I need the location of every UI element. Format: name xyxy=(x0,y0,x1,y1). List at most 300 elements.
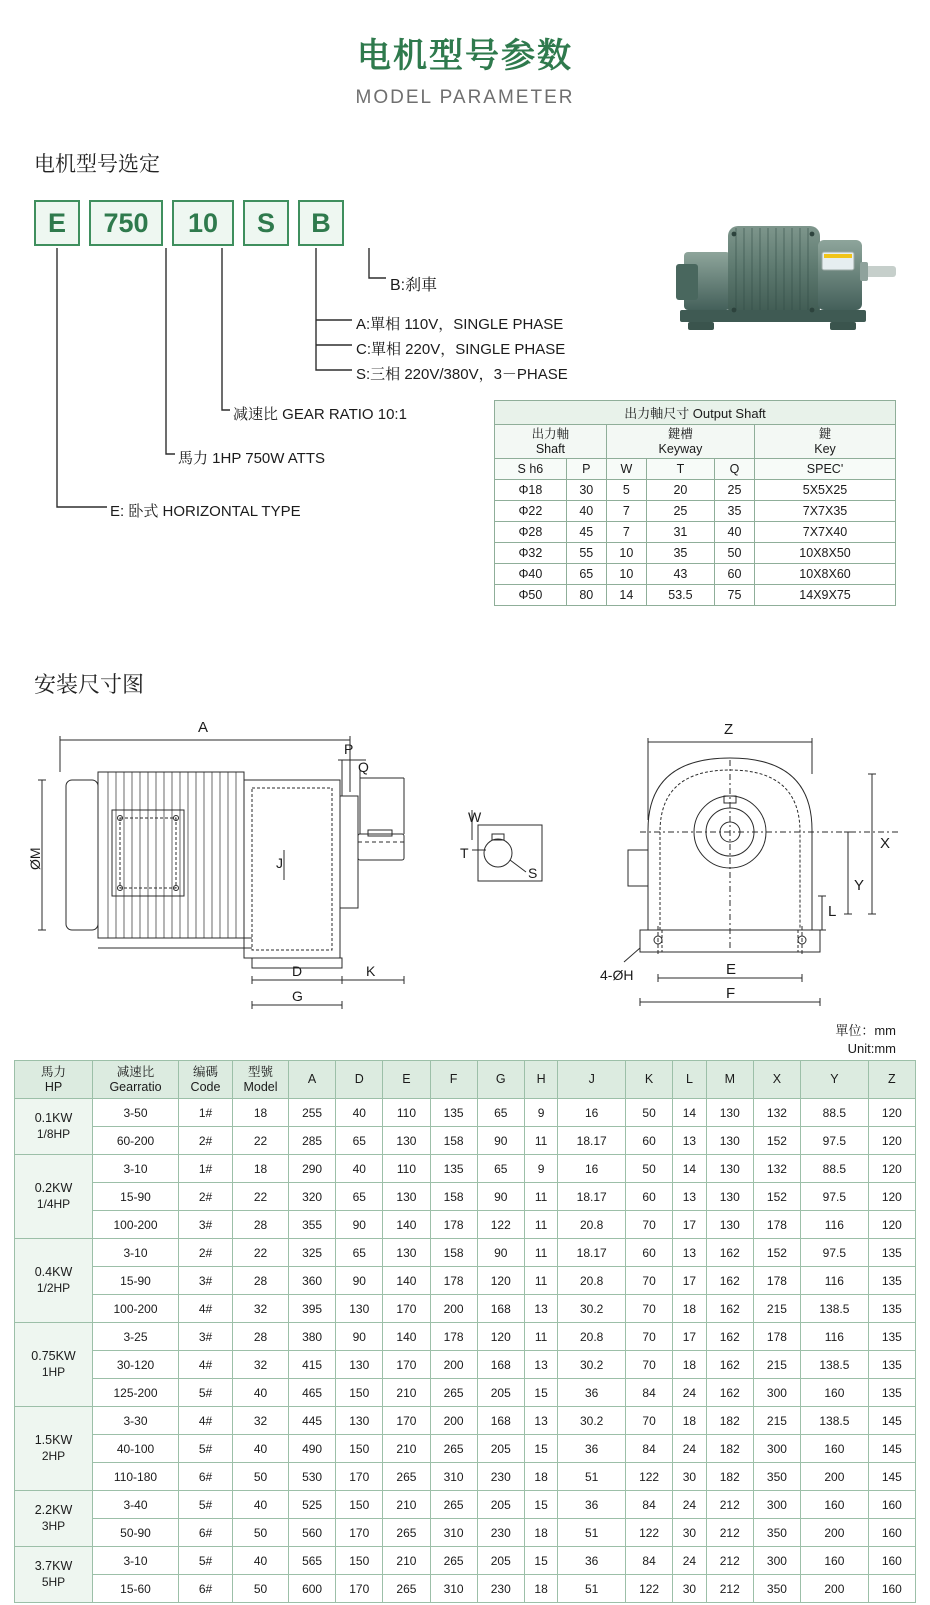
spec-cell: 30 xyxy=(673,1463,707,1491)
page-subtitle: MODEL PARAMETER xyxy=(355,87,575,109)
spec-cell: 18 xyxy=(524,1463,558,1491)
spec-cell: 5# xyxy=(179,1379,233,1407)
output-shaft-cell: Φ28 xyxy=(495,522,567,543)
spec-cell: 24 xyxy=(673,1547,707,1575)
table-row xyxy=(15,1547,916,1575)
spec-cell: 355 xyxy=(289,1211,336,1239)
spec-cell: 162 xyxy=(706,1239,753,1267)
dimension-drawing-front-view xyxy=(600,700,920,1030)
spec-cell: 130 xyxy=(383,1239,430,1267)
table-row xyxy=(15,1211,916,1239)
spec-cell: 182 xyxy=(706,1435,753,1463)
output-shaft-cell: 14 xyxy=(606,585,646,606)
spec-cell: 70 xyxy=(626,1351,673,1379)
spec-cell: 560 xyxy=(289,1519,336,1547)
table-row xyxy=(15,1463,916,1491)
spec-cell: 350 xyxy=(753,1519,800,1547)
col-sh6: S h6 xyxy=(495,459,567,480)
spec-cell: 230 xyxy=(477,1463,524,1491)
spec-cell: 17 xyxy=(673,1211,707,1239)
spec-col-header xyxy=(93,1061,179,1099)
spec-cell: 200 xyxy=(801,1463,869,1491)
code-box-power: 750 xyxy=(89,200,163,246)
spec-cell: 565 xyxy=(289,1547,336,1575)
dimension-drawing-side-view xyxy=(20,700,580,1030)
spec-cell: 130 xyxy=(706,1211,753,1239)
label-P: P xyxy=(344,741,354,757)
spec-table-header-row xyxy=(15,1061,916,1099)
spec-col-header-cn: 馬力 xyxy=(40,1064,66,1079)
spec-cell: 90 xyxy=(477,1239,524,1267)
spec-cell: 50 xyxy=(233,1463,289,1491)
spec-cell: 13 xyxy=(524,1351,558,1379)
spec-cell: 152 xyxy=(753,1183,800,1211)
spec-cell: 70 xyxy=(626,1295,673,1323)
group-shaft-cn: 出力軸 xyxy=(531,427,570,442)
label-4OH: 4-ØH xyxy=(600,967,634,983)
spec-cell: 4# xyxy=(179,1407,233,1435)
spec-cell: 40 xyxy=(233,1435,289,1463)
spec-cell: 30 xyxy=(673,1519,707,1547)
spec-cell: 3-30 xyxy=(93,1407,179,1435)
spec-cell: 3-25 xyxy=(93,1323,179,1351)
spec-cell: 168 xyxy=(477,1351,524,1379)
label-K: K xyxy=(366,963,376,979)
spec-cell: 150 xyxy=(336,1379,383,1407)
label-G: G xyxy=(292,988,303,1004)
spec-cell: 18 xyxy=(673,1351,707,1379)
spec-cell: 178 xyxy=(753,1211,800,1239)
spec-cell: 32 xyxy=(233,1407,289,1435)
spec-cell: 13 xyxy=(524,1407,558,1435)
spec-power-group xyxy=(15,1155,93,1239)
spec-cell: 178 xyxy=(430,1211,477,1239)
page-title: 电机型号参数 xyxy=(357,37,573,75)
spec-cell: 200 xyxy=(801,1519,869,1547)
label-Y: Y xyxy=(854,877,865,894)
annotation-gear-ratio: 减速比 GEAR RATIO 10:1 xyxy=(233,406,407,423)
spec-cell: 320 xyxy=(289,1183,336,1211)
spec-cell: 50 xyxy=(233,1575,289,1603)
spec-cell: 15-90 xyxy=(93,1267,179,1295)
code-box-brake: B xyxy=(298,200,344,246)
spec-cell: 162 xyxy=(706,1267,753,1295)
spec-cell: 60 xyxy=(626,1127,673,1155)
spec-col-header: Y xyxy=(801,1061,869,1099)
annotation-brake: B:刹車 xyxy=(390,277,438,294)
spec-cell: 212 xyxy=(706,1575,753,1603)
motor-photo xyxy=(662,208,906,368)
output-shaft-cell: 10 xyxy=(606,564,646,585)
spec-cell: 18 xyxy=(673,1407,707,1435)
output-shaft-cell: 5 xyxy=(606,480,646,501)
spec-cell: 18.17 xyxy=(558,1183,626,1211)
spec-col-header: A xyxy=(289,1061,336,1099)
spec-cell: 40-100 xyxy=(93,1435,179,1463)
spec-cell: 116 xyxy=(801,1267,869,1295)
spec-cell: 210 xyxy=(383,1435,430,1463)
spec-power-kw: 3.7KW xyxy=(34,1559,73,1574)
output-shaft-cell: Φ32 xyxy=(495,543,567,564)
spec-cell: 178 xyxy=(430,1267,477,1295)
spec-cell: 22 xyxy=(233,1183,289,1211)
spec-cell: 158 xyxy=(430,1127,477,1155)
spec-cell: 13 xyxy=(673,1183,707,1211)
spec-power-kw: 0.2KW xyxy=(34,1181,73,1196)
unit-note-en: Unit:mm xyxy=(847,1040,896,1056)
spec-cell: 13 xyxy=(673,1127,707,1155)
spec-cell: 160 xyxy=(801,1435,869,1463)
spec-cell: 160 xyxy=(868,1547,915,1575)
output-shaft-row xyxy=(495,543,896,564)
spec-cell: 11 xyxy=(524,1323,558,1351)
spec-cell: 9 xyxy=(524,1155,558,1183)
spec-power-hp: 2HP xyxy=(41,1448,66,1463)
spec-cell: 132 xyxy=(753,1099,800,1127)
spec-cell: 20.8 xyxy=(558,1211,626,1239)
spec-cell: 70 xyxy=(626,1211,673,1239)
spec-cell: 145 xyxy=(868,1463,915,1491)
annotation-type: E: 卧式 HORIZONTAL TYPE xyxy=(110,503,301,520)
spec-cell: 60-200 xyxy=(93,1127,179,1155)
spec-cell: 70 xyxy=(626,1267,673,1295)
output-shaft-cell: 10X8X60 xyxy=(755,564,896,585)
spec-cell: 36 xyxy=(558,1379,626,1407)
spec-cell: 178 xyxy=(430,1323,477,1351)
output-shaft-cell: 20 xyxy=(646,480,714,501)
spec-cell: 130 xyxy=(383,1127,430,1155)
spec-cell: 122 xyxy=(477,1211,524,1239)
spec-cell: 1# xyxy=(179,1099,233,1127)
spec-cell: 130 xyxy=(383,1183,430,1211)
spec-cell: 17 xyxy=(673,1323,707,1351)
spec-cell: 5# xyxy=(179,1435,233,1463)
annotation-power: 馬力 1HP 750W ATTS xyxy=(178,450,325,467)
spec-power-kw: 0.1KW xyxy=(34,1111,73,1126)
spec-cell: 350 xyxy=(753,1575,800,1603)
spec-cell: 445 xyxy=(289,1407,336,1435)
spec-cell: 310 xyxy=(430,1575,477,1603)
spec-cell: 60 xyxy=(626,1183,673,1211)
spec-power-group xyxy=(15,1099,93,1155)
output-shaft-cell: 45 xyxy=(566,522,606,543)
spec-cell: 51 xyxy=(558,1575,626,1603)
spec-cell: 130 xyxy=(336,1407,383,1435)
spec-cell: 17 xyxy=(673,1267,707,1295)
output-shaft-cell: 5X5X25 xyxy=(755,480,896,501)
spec-cell: 30.2 xyxy=(558,1407,626,1435)
spec-cell: 145 xyxy=(868,1435,915,1463)
spec-cell: 170 xyxy=(336,1463,383,1491)
group-shaft xyxy=(495,425,607,459)
spec-cell: 158 xyxy=(430,1183,477,1211)
output-shaft-cell: 10X8X50 xyxy=(755,543,896,564)
spec-cell: 16 xyxy=(558,1099,626,1127)
unit-note xyxy=(835,1022,896,1057)
spec-cell: 18 xyxy=(233,1099,289,1127)
spec-cell: 285 xyxy=(289,1127,336,1155)
spec-cell: 88.5 xyxy=(801,1099,869,1127)
spec-cell: 150 xyxy=(336,1547,383,1575)
spec-cell: 3-10 xyxy=(93,1155,179,1183)
label-E: E xyxy=(726,961,737,978)
spec-cell: 130 xyxy=(336,1295,383,1323)
spec-cell: 300 xyxy=(753,1547,800,1575)
label-A: A xyxy=(198,719,209,736)
annotation-phase-s: S:三相 220V/380V，3－PHASE xyxy=(356,366,568,383)
spec-cell: 205 xyxy=(477,1435,524,1463)
spec-cell: 265 xyxy=(383,1575,430,1603)
output-shaft-cell: 50 xyxy=(714,543,754,564)
spec-cell: 60 xyxy=(626,1239,673,1267)
spec-cell: 255 xyxy=(289,1099,336,1127)
output-shaft-cell: Φ40 xyxy=(495,564,567,585)
spec-col-header-cn: 编碼 xyxy=(192,1064,218,1079)
spec-cell: 525 xyxy=(289,1491,336,1519)
spec-cell: 97.5 xyxy=(801,1127,869,1155)
spec-cell: 3# xyxy=(179,1323,233,1351)
spec-col-header xyxy=(179,1061,233,1099)
spec-cell: 65 xyxy=(336,1239,383,1267)
output-shaft-title: 出力軸尺寸 Output Shaft xyxy=(495,401,896,425)
spec-cell: 20.8 xyxy=(558,1267,626,1295)
spec-cell: 152 xyxy=(753,1239,800,1267)
output-shaft-row xyxy=(495,564,896,585)
spec-cell: 5# xyxy=(179,1491,233,1519)
label-W: W xyxy=(468,809,482,825)
spec-cell: 182 xyxy=(706,1407,753,1435)
spec-cell: 18.17 xyxy=(558,1239,626,1267)
table-row xyxy=(15,1323,916,1351)
spec-cell: 152 xyxy=(753,1127,800,1155)
spec-cell: 65 xyxy=(336,1127,383,1155)
label-X: X xyxy=(880,835,891,852)
model-code-row xyxy=(34,200,344,246)
spec-cell: 170 xyxy=(336,1575,383,1603)
output-shaft-cell: 25 xyxy=(714,480,754,501)
output-shaft-row xyxy=(495,585,896,606)
spec-cell: 160 xyxy=(868,1519,915,1547)
spec-cell: 120 xyxy=(868,1183,915,1211)
spec-cell: 30.2 xyxy=(558,1295,626,1323)
spec-cell: 265 xyxy=(430,1547,477,1575)
output-shaft-table xyxy=(494,400,896,606)
spec-cell: 6# xyxy=(179,1463,233,1491)
spec-power-group xyxy=(15,1407,93,1491)
spec-cell: 65 xyxy=(336,1183,383,1211)
spec-col-header-cn: 减速比 xyxy=(116,1064,155,1079)
label-F: F xyxy=(726,985,736,1002)
spec-cell: 50 xyxy=(233,1519,289,1547)
spec-cell: 130 xyxy=(706,1155,753,1183)
spec-cell: 120 xyxy=(477,1267,524,1295)
output-shaft-cell: 65 xyxy=(566,564,606,585)
spec-cell: 138.5 xyxy=(801,1295,869,1323)
spec-cell: 20.8 xyxy=(558,1323,626,1351)
spec-cell: 158 xyxy=(430,1239,477,1267)
spec-cell: 130 xyxy=(706,1099,753,1127)
output-shaft-cell: 10 xyxy=(606,543,646,564)
spec-cell: 65 xyxy=(477,1099,524,1127)
spec-cell: 600 xyxy=(289,1575,336,1603)
spec-col-header: X xyxy=(753,1061,800,1099)
spec-cell: 168 xyxy=(477,1407,524,1435)
code-box-phase: S xyxy=(243,200,289,246)
spec-col-header-en: HP xyxy=(44,1079,63,1094)
spec-power-hp: 1/2HP xyxy=(36,1280,71,1295)
output-shaft-cell: 40 xyxy=(566,501,606,522)
spec-cell: 97.5 xyxy=(801,1183,869,1211)
spec-table-wrapper xyxy=(14,1060,916,1603)
spec-cell: 4# xyxy=(179,1351,233,1379)
spec-col-header: D xyxy=(336,1061,383,1099)
spec-cell: 13 xyxy=(524,1295,558,1323)
spec-cell: 162 xyxy=(706,1295,753,1323)
col-q: Q xyxy=(714,459,754,480)
output-shaft-cell: 60 xyxy=(714,564,754,585)
spec-cell: 3-10 xyxy=(93,1239,179,1267)
spec-cell: 90 xyxy=(336,1267,383,1295)
table-row xyxy=(15,1099,916,1127)
spec-cell: 310 xyxy=(430,1463,477,1491)
spec-col-header: J xyxy=(558,1061,626,1099)
spec-col-header: M xyxy=(706,1061,753,1099)
spec-cell: 210 xyxy=(383,1379,430,1407)
spec-power-hp: 3HP xyxy=(41,1518,66,1533)
table-row xyxy=(15,1351,916,1379)
output-shaft-row xyxy=(495,480,896,501)
spec-cell: 300 xyxy=(753,1379,800,1407)
spec-cell: 210 xyxy=(383,1491,430,1519)
output-shaft-cell: 7 xyxy=(606,522,646,543)
table-row xyxy=(15,1379,916,1407)
annotation-phase-c: C:單相 220V，SINGLE PHASE xyxy=(356,341,566,358)
spec-cell: 110 xyxy=(383,1155,430,1183)
spec-cell: 14 xyxy=(673,1099,707,1127)
spec-cell: 50 xyxy=(626,1099,673,1127)
spec-cell: 3-40 xyxy=(93,1491,179,1519)
col-p: P xyxy=(566,459,606,480)
output-shaft-cell: 7X7X40 xyxy=(755,522,896,543)
spec-cell: 120 xyxy=(868,1127,915,1155)
spec-cell: 135 xyxy=(868,1239,915,1267)
spec-col-header-en: Model xyxy=(243,1079,278,1094)
spec-cell: 18 xyxy=(524,1519,558,1547)
spec-cell: 120 xyxy=(868,1099,915,1127)
spec-cell: 11 xyxy=(524,1127,558,1155)
spec-cell: 14 xyxy=(673,1155,707,1183)
group-keyway xyxy=(606,425,754,459)
spec-cell: 28 xyxy=(233,1267,289,1295)
table-row xyxy=(15,1127,916,1155)
spec-cell: 125-200 xyxy=(93,1379,179,1407)
spec-cell: 140 xyxy=(383,1211,430,1239)
spec-cell: 2# xyxy=(179,1239,233,1267)
spec-cell: 178 xyxy=(753,1323,800,1351)
spec-cell: 13 xyxy=(673,1239,707,1267)
spec-cell: 15-60 xyxy=(93,1575,179,1603)
group-key-cn: 鍵 xyxy=(818,427,832,442)
table-row xyxy=(15,1435,916,1463)
spec-cell: 265 xyxy=(430,1435,477,1463)
spec-cell: 32 xyxy=(233,1351,289,1379)
spec-cell: 135 xyxy=(868,1379,915,1407)
spec-cell: 212 xyxy=(706,1491,753,1519)
spec-cell: 162 xyxy=(706,1351,753,1379)
spec-cell: 50 xyxy=(626,1155,673,1183)
output-shaft-cell: 35 xyxy=(714,501,754,522)
spec-cell: 200 xyxy=(801,1575,869,1603)
spec-cell: 465 xyxy=(289,1379,336,1407)
spec-cell: 120 xyxy=(868,1155,915,1183)
spec-power-hp: 5HP xyxy=(41,1574,66,1589)
output-shaft-cell: 7 xyxy=(606,501,646,522)
output-shaft-cell: 75 xyxy=(714,585,754,606)
spec-cell: 40 xyxy=(233,1379,289,1407)
spec-cell: 100-200 xyxy=(93,1211,179,1239)
spec-cell: 6# xyxy=(179,1519,233,1547)
spec-cell: 84 xyxy=(626,1547,673,1575)
spec-cell: 360 xyxy=(289,1267,336,1295)
table-row xyxy=(15,1267,916,1295)
spec-cell: 40 xyxy=(336,1155,383,1183)
label-J: J xyxy=(276,855,283,871)
group-key-en: Key xyxy=(814,441,836,456)
spec-cell: 300 xyxy=(753,1491,800,1519)
output-shaft-cell: 7X7X35 xyxy=(755,501,896,522)
spec-cell: 9 xyxy=(524,1099,558,1127)
spec-cell: 6# xyxy=(179,1575,233,1603)
spec-cell: 18 xyxy=(524,1575,558,1603)
spec-cell: 132 xyxy=(753,1155,800,1183)
spec-cell: 310 xyxy=(430,1519,477,1547)
spec-cell: 130 xyxy=(706,1127,753,1155)
section-heading-dimensions: 安装尺寸图 xyxy=(34,672,145,697)
spec-cell: 182 xyxy=(706,1463,753,1491)
spec-power-group xyxy=(15,1491,93,1547)
label-Z: Z xyxy=(724,721,734,738)
spec-cell: 122 xyxy=(626,1575,673,1603)
spec-cell: 138.5 xyxy=(801,1407,869,1435)
unit-note-cn: 單位：mm xyxy=(835,1023,896,1038)
spec-cell: 30 xyxy=(673,1575,707,1603)
spec-col-header xyxy=(15,1061,93,1099)
spec-cell: 90 xyxy=(336,1323,383,1351)
spec-cell: 84 xyxy=(626,1491,673,1519)
spec-cell: 122 xyxy=(626,1463,673,1491)
table-row xyxy=(15,1575,916,1603)
spec-table xyxy=(14,1060,916,1603)
spec-cell: 162 xyxy=(706,1323,753,1351)
output-shaft-cell: Φ18 xyxy=(495,480,567,501)
spec-cell: 110-180 xyxy=(93,1463,179,1491)
spec-cell: 40 xyxy=(336,1099,383,1127)
spec-cell: 100-200 xyxy=(93,1295,179,1323)
output-shaft-cell: 31 xyxy=(646,522,714,543)
spec-power-kw: 1.5KW xyxy=(34,1433,73,1448)
spec-cell: 415 xyxy=(289,1351,336,1379)
table-row xyxy=(15,1491,916,1519)
output-shaft-cell: 55 xyxy=(566,543,606,564)
spec-cell: 28 xyxy=(233,1323,289,1351)
spec-cell: 200 xyxy=(430,1351,477,1379)
spec-col-header: H xyxy=(524,1061,558,1099)
spec-cell: 135 xyxy=(868,1295,915,1323)
spec-cell: 135 xyxy=(868,1351,915,1379)
table-row xyxy=(15,1183,916,1211)
spec-col-header: E xyxy=(383,1061,430,1099)
spec-col-header xyxy=(233,1061,289,1099)
